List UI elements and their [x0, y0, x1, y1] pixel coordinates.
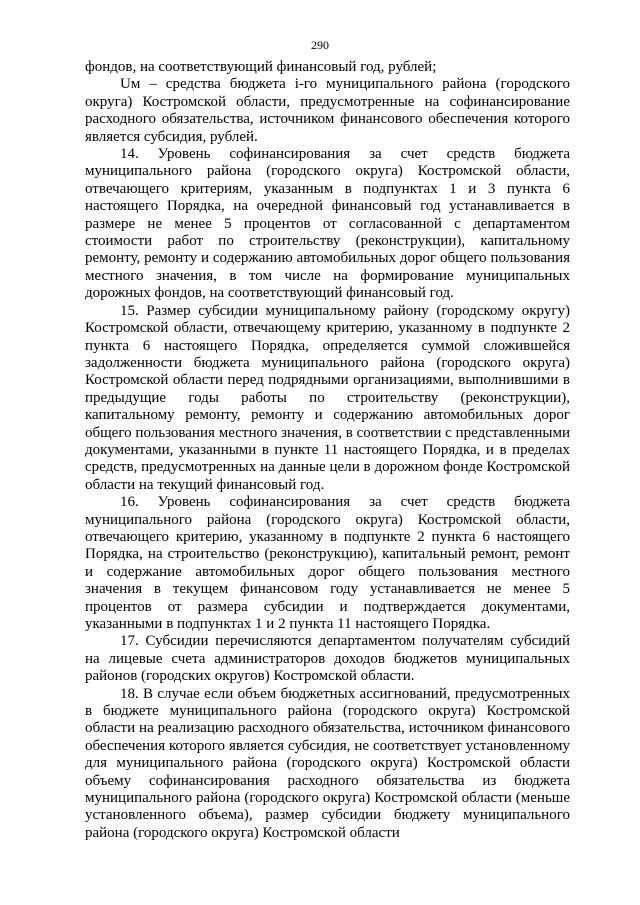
paragraph-um-definition: Uм – средства бюджета i-го муниципального района (городского округа) Костромской области, предусмотренные на софинансирование расходного обязательства, источником финансового обеспечения которого является субсидия, рублей. — [85, 76, 570, 145]
paragraph-14: 14. Уровень софинансирования за счет средств бюджета муниципального района (городского округа) Костромской области, отвечающего критериям, указанным в подпунктах 1 и 3 пункта 6 настоящего Порядка, на очередной финансовый год устанавливается в размере не менее 5 процентов от согласованной с департаментом стоимости работ по строительству (реконструкции), капитальному ремонту, ремонту и содержанию автомобильных дорог общего пользования местного значения, в том числе на формирование муниципальных дорожных фондов, на соответствующий финансовый год. — [85, 146, 570, 302]
document-body — [85, 59, 570, 842]
paragraph-16: 16. Уровень софинансирования за счет средств бюджета муниципального района (городского округа) Костромской области, отвечающего критерию, указанному в подпункте 2 пункта 6 настоящего Порядка, на строительство (реконструкцию), капитальный ремонт, ремонт и содержание автомобильных дорог общего пользования местного значения в текущем финансовом году устанавливается не менее 5 процентов от размера субсидии и подтверждается документами, указанными в подпунктах 1 и 2 пункта 11 настоящего Порядка. — [85, 494, 570, 632]
paragraph-17: 17. Субсидии перечисляются департаментом получателям субсидий на лицевые счета администраторов доходов бюджетов муниципальных районов (городских округов) Костромской области. — [85, 633, 570, 685]
paragraph-continuation: фондов, на соответствующий финансовый год, рублей; — [85, 59, 437, 75]
paragraph-15: 15. Размер субсидии муниципальному району (городскому округу) Костромской области, отвечающему критерию, указанному в подпункте 2 пункта 6 настоящего Порядка, определяется суммой сложившейся задолженности бюджета муниципального района (городского округа) Костромской области перед подрядными организациями, выполнившими в предыдущие годы работы по строительству (реконструкции), капитальному ремонту, ремонту и содержанию автомобильных дорог общего пользования местного значения, в соответствии с представленными документами, указанными в пункте 11 настоящего Порядка, и в пределах средств, предусмотренных на данные цели в дорожном фонде Костромской области на текущий финансовый год. — [85, 302, 570, 493]
page-number: 290 — [311, 38, 329, 52]
paragraph-18: 18. В случае если объем бюджетных ассигнований, предусмотренных в бюджете муниципального района (городского округа) Костромской области на реализацию расходного обязательства, источником финансового обеспечения которого является субсидия, не соответствует установленному для муниципального района (городского округа) Костромской области объему софинансирования расходного обязательства из бюджета муниципального района (городского округа) Костромской области (меньше установленного объема), размер субсидии бюджету муниципального района (городского округа) Костромской области — [85, 685, 570, 841]
